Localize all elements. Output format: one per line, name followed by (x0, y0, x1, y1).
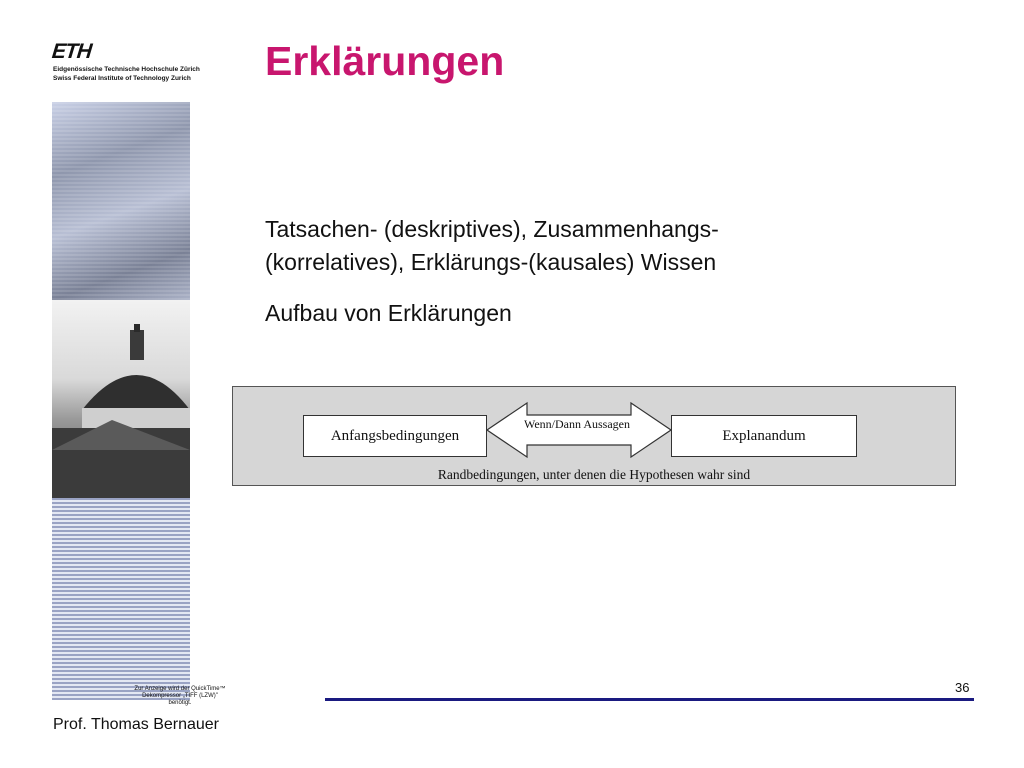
paragraph-knowledge-types (265, 213, 719, 279)
diagram-caption: Randbedingungen, unter denen die Hypothesen wahr sind (437, 467, 751, 482)
box-explanandum: Explanandum (671, 415, 857, 457)
striped-panel (52, 498, 190, 700)
decorative-photo-strip (52, 102, 190, 700)
footer-divider (325, 698, 974, 701)
slide-title: Erklärungen (265, 38, 505, 84)
logo-line-1: Eidgenössische Technische Hochschule Zürich (53, 66, 200, 73)
page-number: 36 (955, 680, 970, 695)
quicktime-line: benötigt. (168, 700, 192, 706)
paragraph-line: Tatsachen- (deskriptives), Zusammenhangs- (265, 216, 719, 242)
dome-icon (52, 300, 190, 498)
lecture-photo (52, 102, 190, 300)
eth-logo (50, 40, 210, 90)
logo-line-2: Swiss Federal Institute of Technology Zurich (53, 75, 191, 82)
author-name: Prof. Thomas Bernauer (53, 716, 220, 733)
logo-mark: ETH (50, 40, 93, 63)
paragraph-structure: Aufbau von Erklärungen (265, 300, 512, 326)
arrow-label: Wenn/Dann Aussagen (523, 417, 630, 431)
quicktime-line: Dekompressor „TIFF (LZW)" (142, 693, 218, 699)
quicktime-line: Zur Anzeige wird der QuickTime™ (134, 686, 226, 692)
quicktime-notice (120, 686, 240, 707)
paragraph-line: (korrelatives), Erklärungs-(kausales) Wissen (265, 249, 717, 275)
explanation-diagram (232, 386, 956, 486)
box-anfangsbedingungen: Anfangsbedingungen (303, 415, 487, 457)
